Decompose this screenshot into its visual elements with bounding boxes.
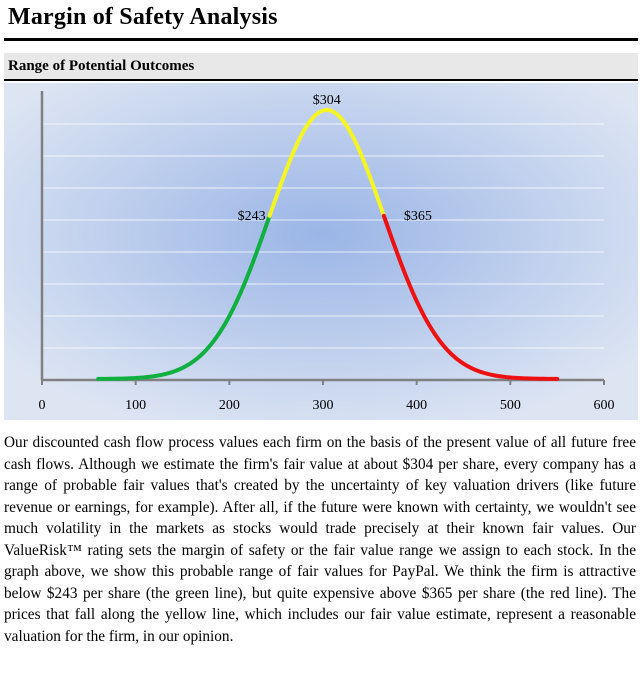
page-title: Margin of Safety Analysis [8,4,278,30]
value-annotation: $243 [237,208,266,224]
x-tick-label: 600 [593,398,615,413]
x-tick-label: 100 [125,398,147,413]
value-annotation: $304 [312,93,341,108]
x-tick-label: 200 [218,398,240,413]
outcome-chart [4,83,638,420]
x-tick-label: 0 [38,398,46,413]
x-tick-label: 500 [499,398,521,413]
chart-svg [4,83,638,420]
x-tick-label: 300 [312,398,334,413]
section-header [4,53,638,81]
value-annotation: $365 [403,208,432,224]
section-title: Range of Potential Outcomes [8,58,195,74]
x-tick-label: 400 [406,398,428,413]
analysis-paragraph: Our discounted cash flow process values each firm on the basis of the present value of all future free cash flows. Although we estimate the firm's fair value at about $304 per share, every company has a range of probable fair values that's created by the uncertainty of key valuation drivers (like future revenue or earnings, for example). After all, if the future were known with certainty, we wouldn't see much volatility in the markets as stocks would trade precisely at their known fair values. Our ValueRisk™ rating sets the margin of safety or the fair value range we assign to each stock. In the graph above, we show this probable range of fair values for PayPal. We think the firm is attractive below $243 per share (the green line), but quite expensive above $365 per share (the red line). The prices that fall along the yellow line, which includes our fair value estimate, represent a reasonable valuation for the firm, in our opinion. [4,434,636,645]
title-rule [4,38,638,41]
